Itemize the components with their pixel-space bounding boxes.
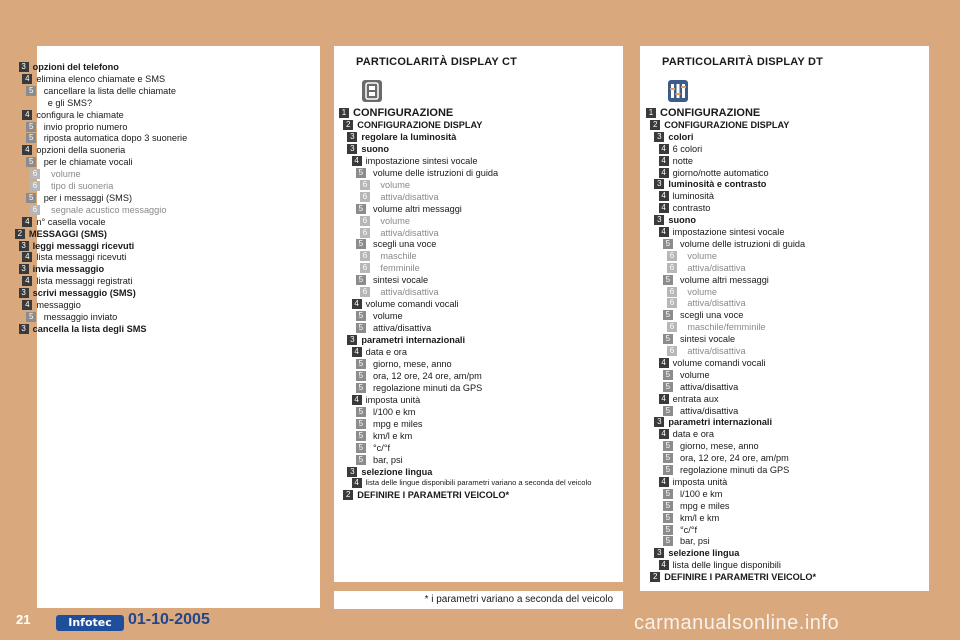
level-badge: 3	[19, 241, 29, 251]
level-badge: 4	[22, 217, 32, 227]
level-badge: 6	[30, 169, 40, 179]
level-badge: 3	[19, 62, 29, 72]
menu-row-label: bar, psi	[373, 454, 403, 465]
menu-row-label: parametri internazionali	[668, 417, 773, 428]
level-badge: 5	[356, 168, 366, 178]
menu-row-label: sintesi vocale	[680, 334, 736, 345]
level-badge: 5	[663, 275, 673, 285]
menu-row-label: notte	[672, 155, 694, 166]
menu-row-label: entrata aux	[672, 393, 719, 404]
menu-row-label: volume altri messaggi	[373, 203, 462, 214]
menu-row-label: bar, psi	[680, 536, 710, 547]
level-badge: 2	[343, 120, 353, 130]
menu-row-label: l/100 e km	[680, 488, 723, 499]
right-panel	[640, 46, 929, 591]
panel-title-ct: PARTICOLARITÀ DISPLAY CT	[356, 56, 518, 68]
level-badge: 3	[654, 179, 664, 189]
panel-title-dt: PARTICOLARITÀ DISPLAY DT	[662, 56, 824, 68]
menu-row-label: per le chiamate vocali	[43, 157, 133, 168]
level-badge: 6	[360, 251, 370, 261]
menu-row-label: impostazione sintesi vocale	[672, 227, 785, 237]
level-badge: 5	[356, 323, 366, 333]
menu-row-label: messaggio	[36, 300, 81, 310]
menu-row-label: attiva/disattiva	[687, 262, 746, 273]
level-badge: 4	[659, 227, 669, 237]
menu-row-label: l/100 e km	[373, 406, 416, 417]
level-badge: 5	[26, 122, 36, 132]
level-badge: 5	[663, 536, 673, 546]
menu-row-label: attiva/disattiva	[680, 405, 739, 416]
menu-row-label: cancellare la lista delle chiamate	[43, 85, 176, 96]
level-badge: 5	[26, 157, 36, 167]
level-badge: 6	[360, 263, 370, 273]
level-badge: 5	[26, 133, 36, 143]
menu-row-label: invia messaggio	[32, 264, 105, 275]
menu-row-label: lista messaggi registrati	[36, 276, 133, 287]
level-badge: 3	[347, 335, 357, 345]
level-badge: 5	[663, 310, 673, 320]
left-panel	[17, 46, 320, 608]
level-badge: 3	[19, 264, 29, 274]
menu-row-label: mpg e miles	[373, 418, 423, 429]
level-badge: 6	[360, 180, 370, 190]
level-badge: 5	[663, 513, 673, 523]
level-badge: 3	[347, 467, 357, 477]
level-badge: 5	[663, 406, 673, 416]
level-badge: 3	[347, 144, 357, 154]
level-badge: 4	[659, 191, 669, 201]
level-badge: 5	[663, 501, 673, 511]
menu-row-label: attiva/disattiva	[687, 298, 746, 309]
level-badge: 4	[352, 299, 362, 309]
menu-row-label: lista delle lingue disponibili	[672, 560, 781, 571]
level-badge: 5	[356, 359, 366, 369]
level-badge: 4	[22, 300, 32, 310]
menu-row-label: e gli SMS?	[47, 97, 93, 108]
level-badge: 5	[356, 443, 366, 453]
menu-row-label: volume	[687, 250, 718, 261]
menu-row-label: volume delle istruzioni di guida	[373, 167, 499, 178]
menu-row-label: volume	[51, 169, 81, 180]
level-badge: 4	[22, 145, 32, 155]
menu-row-label: ora, 12 ore, 24 ore, am/pm	[373, 370, 482, 381]
menu-row-label: imposta unità	[365, 394, 421, 405]
level-badge: 5	[663, 239, 673, 249]
watermark: carmanualsonline.info	[634, 612, 840, 634]
level-badge: 1	[646, 108, 656, 118]
menu-row-label: leggi messaggi ricevuti	[32, 240, 135, 251]
menu-row-label: giorno, mese, anno	[680, 441, 759, 452]
menu-row-label: maschile	[380, 251, 417, 262]
menu-row-label: data e ora	[365, 347, 407, 357]
level-badge: 6	[30, 205, 40, 215]
menu-row-label: selezione lingua	[361, 466, 433, 477]
menu-row-label: DEFINIRE I PARAMETRI VEICOLO*	[664, 572, 817, 583]
level-badge: 3	[19, 324, 29, 334]
brand-logo: Infotec	[56, 615, 124, 631]
menu-row-label: lista delle lingue disponibili parametri variano a seconda del veicolo	[365, 478, 592, 488]
menu-row-label: attiva/disattiva	[380, 227, 439, 238]
menu-row-label: data e ora	[672, 429, 714, 440]
menu-row-label: attiva/disattiva	[380, 191, 439, 202]
menu-row-label: volume comandi vocali	[672, 357, 766, 368]
level-badge: 5	[356, 311, 366, 321]
menu-row-label: volume	[687, 286, 718, 297]
display-ct-icon	[362, 80, 382, 102]
menu-row-label: femminile	[380, 263, 420, 274]
menu-row-label: per i messaggi (SMS)	[43, 192, 133, 203]
menu-row-label: CONFIGURAZIONE DISPLAY	[664, 119, 790, 130]
menu-row-label: maschile/femminile	[687, 322, 766, 333]
menu-row-label: km/l e km	[373, 430, 413, 441]
level-badge: 4	[659, 168, 669, 178]
footnote: * i parametri variano a seconda del veicolo	[334, 591, 623, 609]
menu-row-label: parametri internazionali	[361, 335, 466, 346]
level-badge: 3	[654, 215, 664, 225]
level-badge: 4	[352, 347, 362, 357]
level-badge: 5	[356, 431, 366, 441]
level-badge: 5	[356, 371, 366, 381]
level-badge: 2	[343, 490, 353, 500]
menu-row-label: riposta automatica dopo 3 suonerie	[43, 133, 188, 144]
menu-row-label: mpg e miles	[680, 500, 730, 511]
level-badge: 5	[356, 239, 366, 249]
menu-row-label: configura le chiamate	[36, 109, 124, 120]
menu-row-label: lista messaggi ricevuti	[36, 252, 127, 263]
menu-row-label: elimina elenco chiamate e SMS	[36, 73, 166, 84]
menu-row-label: sintesi vocale	[373, 275, 429, 286]
level-badge: 5	[663, 465, 673, 475]
menu-row-label: volume comandi vocali	[365, 299, 459, 310]
menu-row-label: invio proprio numero	[43, 121, 128, 132]
level-badge: 6	[360, 228, 370, 238]
menu-row-label: CONFIGURAZIONE	[660, 107, 761, 119]
menu-row-label: volume	[380, 215, 411, 226]
menu-row-label: CONFIGURAZIONE DISPLAY	[357, 119, 483, 130]
menu-row-label: opzioni del telefono	[32, 62, 119, 72]
menu-row-label: regolare la luminosità	[361, 131, 457, 142]
level-badge: 3	[347, 132, 357, 142]
level-badge: 6	[667, 251, 677, 261]
menu-row-label: tipo di suoneria	[51, 181, 114, 191]
level-badge: 5	[356, 383, 366, 393]
page-number: 21	[16, 612, 31, 627]
level-badge: 4	[659, 429, 669, 439]
level-badge: 6	[667, 263, 677, 273]
level-badge: 6	[30, 181, 40, 191]
menu-row-label: attiva/disattiva	[373, 323, 432, 334]
level-badge: 4	[22, 252, 32, 262]
menu-row-label: km/l e km	[680, 512, 720, 523]
level-badge: 4	[659, 156, 669, 166]
level-badge: 3	[654, 417, 664, 427]
level-badge: 3	[19, 288, 29, 298]
menu-row-label: imposta unità	[672, 476, 728, 487]
menu-row-label: volume altri messaggi	[680, 274, 769, 285]
level-badge: 4	[659, 560, 669, 570]
level-badge: 6	[667, 322, 677, 332]
menu-row-label: scegli una voce	[680, 310, 744, 321]
level-badge: 2	[15, 229, 25, 239]
level-badge: 4	[659, 358, 669, 368]
menu-row-label: suono	[668, 215, 696, 226]
menu-row-label: contrasto	[672, 203, 711, 214]
menu-row-label: attiva/disattiva	[687, 346, 746, 356]
level-badge: 6	[667, 287, 677, 297]
level-badge: 3	[654, 132, 664, 142]
menu-row-label: giorno, mese, anno	[373, 358, 452, 369]
menu-row-label: segnale acustico messaggio	[51, 204, 167, 215]
level-badge: 6	[667, 298, 677, 308]
level-badge: 5	[663, 334, 673, 344]
menu-row-label: scegli una voce	[373, 239, 437, 250]
menu-row-label: volume	[380, 179, 411, 190]
menu-row-label: DEFINIRE I PARAMETRI VEICOLO*	[357, 490, 510, 501]
display-dt-icon	[668, 80, 688, 102]
menu-row-label: opzioni della suoneria	[36, 145, 126, 156]
menu-row-label: MESSAGGI (SMS)	[28, 228, 107, 239]
menu-row-label: suono	[361, 143, 389, 154]
menu-row-label: attiva/disattiva	[680, 381, 739, 392]
level-badge: 5	[26, 86, 36, 96]
level-badge: 5	[663, 453, 673, 463]
menu-row-label: luminosità	[672, 191, 714, 202]
level-badge: 2	[650, 572, 660, 582]
menu-row-label: CONFIGURAZIONE	[353, 107, 454, 119]
level-badge: 6	[667, 346, 677, 356]
menu-row-label: scrivi messaggio (SMS)	[32, 288, 136, 299]
level-badge: 5	[356, 407, 366, 417]
menu-row-label: volume	[680, 369, 710, 380]
level-badge: 5	[663, 489, 673, 499]
menu-row-label: impostazione sintesi vocale	[365, 155, 478, 166]
menu-row-label: n° casella vocale	[36, 216, 106, 227]
menu-row-label: 6 colori	[672, 143, 703, 154]
menu-row-label: °c/°f	[680, 524, 698, 535]
menu-row-label: giorno/notte automatico	[672, 167, 769, 178]
level-badge: 5	[356, 419, 366, 429]
menu-row-label: °c/°f	[373, 442, 391, 453]
level-badge: 4	[22, 276, 32, 286]
level-badge: 6	[360, 216, 370, 226]
menu-row-label: selezione lingua	[668, 548, 740, 559]
menu-row-label: colori	[668, 131, 694, 142]
level-badge: 5	[663, 441, 673, 451]
level-badge: 4	[22, 74, 32, 84]
level-badge: 5	[663, 370, 673, 380]
level-badge: 4	[22, 110, 32, 120]
level-badge: 5	[26, 312, 36, 322]
menu-row-label: volume	[373, 311, 403, 322]
menu-row-label: regolazione minuti da GPS	[680, 465, 790, 475]
menu-row-label: ora, 12 ore, 24 ore, am/pm	[680, 453, 789, 464]
level-badge: 4	[659, 144, 669, 154]
level-badge: 5	[356, 204, 366, 214]
level-badge: 5	[356, 455, 366, 465]
level-badge: 5	[356, 275, 366, 285]
level-badge: 4	[352, 156, 362, 166]
level-badge: 1	[339, 108, 349, 118]
level-badge: 4	[352, 395, 362, 405]
level-badge: 5	[663, 525, 673, 535]
menu-row-label: regolazione minuti da GPS	[373, 382, 483, 393]
level-badge: 6	[360, 192, 370, 202]
level-badge: 4	[659, 477, 669, 487]
level-badge: 5	[663, 382, 673, 392]
level-badge: 5	[26, 193, 36, 203]
menu-row-label: messaggio inviato	[43, 311, 118, 322]
edition-date: 01-10-2005	[128, 611, 210, 628]
level-badge: 2	[650, 120, 660, 130]
level-badge: 4	[352, 478, 362, 488]
middle-panel	[334, 46, 623, 582]
level-badge: 4	[659, 203, 669, 213]
menu-row-label: attiva/disattiva	[380, 287, 439, 298]
level-badge: 6	[360, 287, 370, 297]
level-badge: 4	[659, 394, 669, 404]
menu-row-label: cancella la lista degli SMS	[32, 323, 147, 334]
menu-row-label: volume delle istruzioni di guida	[680, 238, 806, 249]
level-badge: 3	[654, 548, 664, 558]
menu-row-label: luminosità e contrasto	[668, 179, 767, 190]
